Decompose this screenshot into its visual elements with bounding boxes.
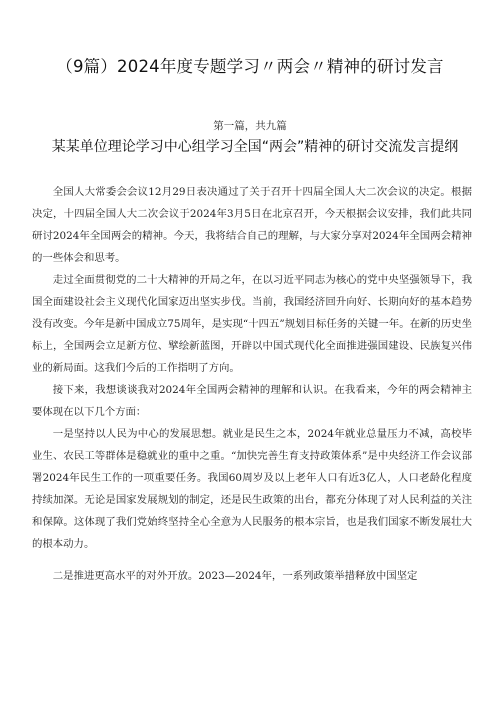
- paragraph-5: 二是推进更高水平的对外开放。2023—2024年，一系列政策举措释放中国坚定: [52, 570, 418, 582]
- document-body: [32, 181, 472, 587]
- paragraph-2: 走过全面贯彻党的二十大精神的开局之年，在以习近平同志为核心的党中央坚强领导下，我国全面建设社会主义现代化国家迈出坚实步伐。当前，我国经济回升向好、长期向好的基本趋势没有改变。今年是新中国成立75周年，是实现“十四五”规划目标任务的关键一年。在新的历史坐标上，全国两会立足新方位、擘绘新蓝图，开辟以中国式现代化全面推进强国建设、民族复兴伟业的新局面。这我们今后的工作指明了方向。: [32, 274, 472, 374]
- section-title: 某某单位理论学习中心组学习全国“两会”精神的研讨交流发言提纲: [51, 139, 459, 155]
- paragraph-1: 全国人大常委会会议12月29日表决通过了关于召开十四届全国人大二次会议的决定。根据决定，十四届全国人大二次会议于2024年3月5日在北京召开，今天根据会议安排，我们此共同研讨2024年全国两会的精神。今天，我将结合自己的理解，与大家分享对2024年全国两会精神的一些体会和思考。: [32, 186, 472, 264]
- paragraph-4: 一是坚持以人民为中心的发展思想。就业是民生之本，2024年就业总量压力不减，高校毕业生、农民工等群体是稳就业的重中之重。“加快完善生育支持政策体系”是中央经济工作会议部署2024年民生工作的一项重要任务。我国60周岁及以上老年人口有近3亿人，人口老龄化程度持续加深。无论是国家发展规划的制定，还是民生政策的出台，都充分体现了对人民利益的关注和保障。这体现了我们党始终坚持全心全意为人民服务的根本宗旨，也是我们国家不断发展壮大的根本动力。: [32, 428, 472, 550]
- section-label: 第一篇，共九篇: [213, 120, 287, 132]
- paragraph-3: 接下来，我想谈谈我对2024年全国两会精神的理解和认识。在我看来，今年的两会精神主要体现在以下几个方面：: [32, 384, 472, 418]
- document-title: （9篇）2024年度专题学习〃两会〃精神的研讨发言: [56, 57, 444, 76]
